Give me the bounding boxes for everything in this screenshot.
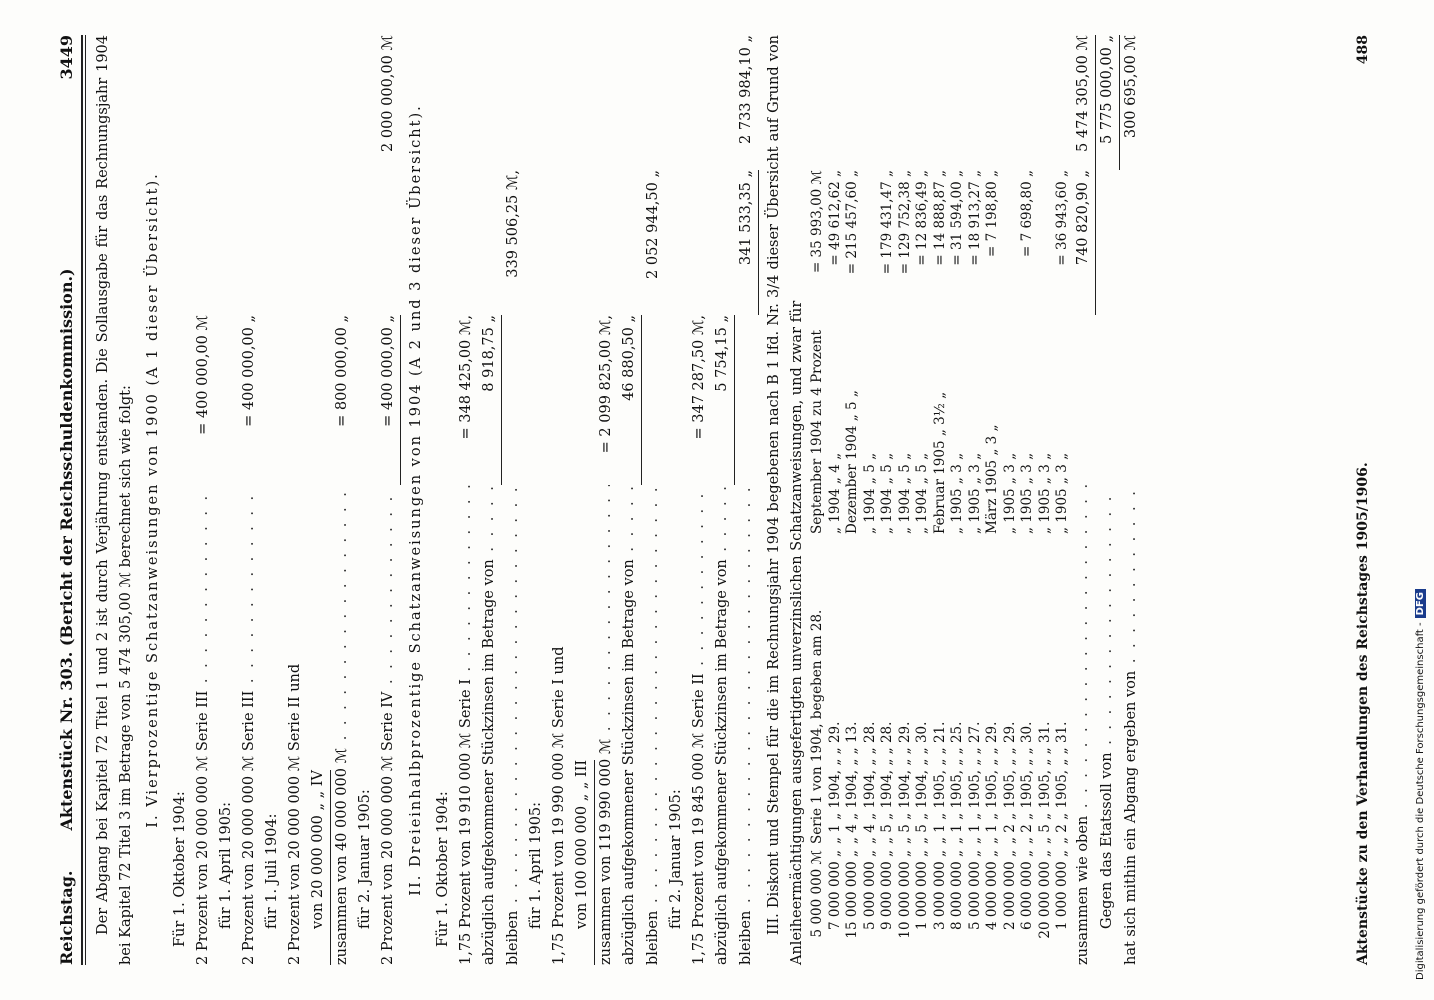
amount: = 2 099 825,00 ℳ, (598, 315, 614, 454)
cell-dt: „ 1905 „ 3 „ (966, 452, 983, 534)
cell-amt: 1 000 000 „ (914, 850, 930, 930)
table-row (967, 35, 985, 965)
cell-val: = 215 457,60 „ (844, 170, 860, 275)
section-2-total: 2 733 984,10 „ (738, 35, 754, 144)
text-line: abzüglich aufgekommener Stückzinsen im Betrage von . . . (478, 485, 501, 965)
cell-val: = 31 594,00 „ (949, 170, 965, 266)
text-line: für 1. Juli 1904: (264, 813, 280, 929)
footer-title: Aktenstücke zu den Verhandlungen des Reichstages 1905/1906. (1355, 462, 1371, 965)
cell-amt: 3 000 000 „ (931, 850, 948, 930)
cell-dt: „ 1905 „ 3 „ (1036, 452, 1053, 534)
cell-dt: „ 1904 „ 5 „ (879, 452, 895, 534)
cell-amt: 5 000 000 „ (861, 850, 878, 930)
amount: 8 918,75 „ (478, 315, 502, 485)
table-row (897, 35, 915, 965)
cell-txt: Serie 1 von 1904, begeben am 28. (809, 609, 825, 844)
text-line: bleiben . . . (642, 485, 665, 965)
cell-dt: „ 1904 „ 5 „ (861, 452, 878, 534)
table-row (844, 35, 862, 965)
amount: = 400 000,00 „ (377, 315, 401, 485)
text-line: bleiben . . . (735, 485, 758, 965)
amount: 341 533,35 „ (735, 170, 759, 315)
section-1-total: 2 000 000,00 ℳ (380, 35, 396, 152)
text-line: 2 Prozent von 20 000 000 ℳ Serie IV . . . (377, 485, 400, 965)
header-left: Reichstag. (57, 870, 76, 965)
cell-txt: „ 1 „ 1905, „ „ 21. (931, 721, 948, 844)
cell-txt: „ 4 „ 1904, „ „ 28. (861, 721, 878, 844)
text-line: 1,75 Prozent von 19 990 000 ℳ Serie I und (551, 646, 567, 965)
amount: = 800 000,00 „ (334, 315, 350, 427)
text-line: von 100 000 000 „ „ III (571, 760, 595, 965)
cell-amt: 2 000 000 „ (1001, 850, 1018, 930)
dfg-logo: DFG (1415, 589, 1426, 618)
digitization-text: Digitalisierung gefördert durch die Deutsche Forschungsgemeinschaft - (1415, 622, 1426, 980)
cell-amt: 5 000 000 „ (966, 850, 983, 930)
section-1-title: I. Vierprozentige Schatzanweisungen von 1900 (A 1 dieser Übersicht). (145, 172, 161, 828)
section-3-text: für die im Rechnungsjahr 1904 begebenen nach B 1 lfd. Nr. 3/4 dieser Übersicht auf Grund von Anleiheermächtigungen ausgefertigten unverzinslichen Schatzanweisungen, und zwar für (766, 34, 805, 965)
cell-txt: „ 1 „ 1905, „ „ 25. (949, 721, 965, 844)
amount: = 348 425,00 ℳ, (458, 315, 474, 440)
text-line: 2 Prozent von 20 000 000 ℳ Serie III . . . (192, 485, 215, 965)
text-line: zusammen wie oben . . . (1072, 485, 1095, 965)
table-row (1019, 35, 1037, 965)
cell-val: = 7 198,80 „ (984, 170, 1000, 258)
amount: = 400 000,00 ℳ (195, 315, 211, 435)
intro-paragraph: Der Abgang bei Kapitel 72 Titel 1 und 2 ist durch Verjährung entstanden. Die Sollausgabe für das Rechnungsjahr 1904 bei Kapitel 72 Titel 3 im Betrage von 5 474 305,00 ℳ berechnet sich wie folgt: (95, 35, 134, 965)
cell-dt: „ 1905 „ 3 „ (1019, 452, 1035, 534)
table-row (1037, 35, 1055, 965)
table-row (879, 35, 897, 965)
table-row (827, 35, 845, 965)
text-line: zusammen von 40 000 000 ℳ . . . (331, 485, 354, 965)
cell-dt: März 1905 „ 3 „ (984, 424, 1000, 534)
cell-val: = 179 431,47 „ (879, 170, 895, 275)
digitization-note (1415, 589, 1426, 980)
cell-dt: „ 1905 „ 3 „ (1001, 452, 1018, 534)
cell-val (1002, 170, 1020, 295)
cell-txt: „ 2 „ 1905, „ „ 31. (1054, 721, 1070, 844)
cell-val: = 7 698,80 „ (1019, 170, 1035, 258)
cell-txt: „ 5 „ 1905, „ „ 31. (1036, 721, 1053, 844)
cell-amt: 1 000 000 „ (1054, 850, 1070, 930)
cell-amt: 15 000 000 „ (844, 850, 860, 939)
text-line: von 20 000 000 „ „ IV (307, 770, 331, 965)
cell-dt: „ 1904 „ 5 „ (896, 452, 913, 534)
cell-txt: „ 1 „ 1905, „ „ 29. (984, 721, 1000, 844)
table-row (914, 35, 932, 965)
page-number-top: 3449 (57, 35, 76, 80)
page-header (55, 35, 83, 965)
text-line: hat sich mithin ein Abgang ergeben von . . . (1120, 485, 1143, 965)
amount: 339 506,25 ℳ, (505, 170, 521, 278)
cell-txt: „ 5 „ 1904, „ „ 28. (879, 721, 895, 844)
page-footer (1355, 35, 1371, 965)
amount: 740 820,90 „ (1072, 170, 1096, 315)
cell-txt: „ 5 „ 1904, „ „ 29. (896, 721, 913, 844)
deficit-amount: 300 695,00 ℳ (1122, 35, 1139, 139)
text-line: 1,75 Prozent von 19 845 000 ℳ Serie II . . . (688, 485, 711, 965)
cell-amt: 4 000 000 „ (984, 850, 1000, 930)
text-line: abzüglich aufgekommener Stückzinsen im Betrage von . . . (618, 485, 641, 965)
cell-val (1037, 170, 1055, 295)
amount: 5 754,15 „ (711, 315, 735, 485)
table-row (984, 35, 1002, 965)
amount: 46 880,50 „ (618, 315, 642, 485)
text-line: 1,75 Prozent von 19 910 000 ℳ Serie I . . . (455, 485, 478, 965)
cell-amt: 10 000 000 „ (896, 850, 913, 939)
cell-dt: Dezember 1904 „ 5 „ (844, 390, 860, 534)
section-3-para (763, 35, 809, 965)
text-line: für 1. April 1905: (528, 801, 544, 929)
cell-amt: 7 000 000 „ (826, 850, 843, 930)
cell-txt: „ 4 „ 1904, „ „ 13. (844, 721, 860, 844)
cell-amt: 6 000 000 „ (1019, 850, 1035, 930)
cell-dt: „ 1904 „ 5 „ (914, 452, 930, 534)
cell-val: = 36 943,60 „ (1054, 170, 1070, 266)
header-title: Aktenstück Nr. 303. (Bericht der Reichsschuldenkommission.) (57, 268, 76, 831)
table-row (1002, 35, 1020, 965)
document-body (55, 35, 1143, 965)
text-line: zusammen von 119 990 000 ℳ . . . (595, 485, 618, 965)
table-row (932, 35, 950, 965)
table-row (809, 35, 827, 965)
cell-amt: 9 000 000 „ (879, 850, 895, 930)
bond-table (809, 35, 1072, 965)
section-2-title: II. Dreieinhalbprozentige Schatzanweisungen von 1904 (A 2 und 3 dieser Übersicht). (408, 104, 424, 896)
text-line: 2 Prozent von 20 000 000 ℳ Serie III . . . (238, 485, 261, 965)
cell-txt: „ 1 „ 1904, „ „ 29. (826, 721, 843, 844)
cell-val: = 18 913,27 „ (966, 170, 983, 266)
cell-val (862, 170, 880, 295)
section-3-title: III. Diskont und Stempel (766, 752, 782, 935)
text-line: abzüglich aufgekommener Stückzinsen im Betrage von . . . (711, 485, 734, 965)
cell-txt: „ 2 „ 1905, „ „ 29. (1001, 721, 1018, 844)
text-line: Für 1. Oktober 1904: (172, 791, 188, 947)
cell-dt: Februar 1905 „ 3½ „ (931, 391, 948, 534)
cell-dt: September 1904 zu 4 Prozent (809, 330, 825, 534)
cell-dt: „ 1905 „ 3 „ (1054, 452, 1070, 534)
text-line: für 2. Januar 1905: (357, 789, 373, 929)
cell-val: = 49 612,62 „ (826, 170, 843, 266)
cell-dt: „ 1904 „ 4 „ (826, 452, 843, 534)
cell-val: = 129 752,38 „ (896, 170, 913, 275)
text-line: Gegen das Etatssoll von . . . (1096, 485, 1119, 965)
cell-val: = 12 836,49 „ (914, 170, 930, 266)
cell-amt: 20 000 000 „ (1036, 850, 1053, 939)
cell-amt: 5 000 000 ℳ (809, 850, 825, 938)
text-line: bleiben . . . (502, 485, 525, 965)
cell-txt: „ 1 „ 1905, „ „ 27. (966, 721, 983, 844)
cell-val: = 14 888,87 „ (931, 170, 948, 266)
amount: = 400 000,00 „ (241, 315, 257, 427)
text-line: für 1. April 1905: (218, 801, 234, 929)
amount: 5 775 000,00 „ (1096, 35, 1120, 170)
text-line: für 2. Januar 1905: (668, 789, 684, 929)
cell-txt: „ 5 „ 1904, „ „ 30. (914, 721, 930, 844)
amount: = 347 287,50 ℳ, (691, 315, 707, 440)
table-row (1054, 35, 1072, 965)
page-number: 488 (1355, 35, 1371, 65)
text-line: Für 1. Oktober 1904: (435, 791, 451, 947)
cell-dt: „ 1905 „ 3 „ (949, 452, 965, 534)
cell-txt: „ 2 „ 1905, „ „ 30. (1019, 721, 1035, 844)
amount: 2 052 944,50 „ (645, 170, 661, 279)
cell-amt: 8 000 000 „ (949, 850, 965, 930)
text-line: 2 Prozent von 20 000 000 ℳ Serie II und (287, 663, 303, 965)
table-row (949, 35, 967, 965)
grand-total: 5 474 305,00 ℳ (1072, 35, 1096, 170)
table-row (862, 35, 880, 965)
cell-val: = 35 993,00 ℳ (809, 170, 825, 274)
